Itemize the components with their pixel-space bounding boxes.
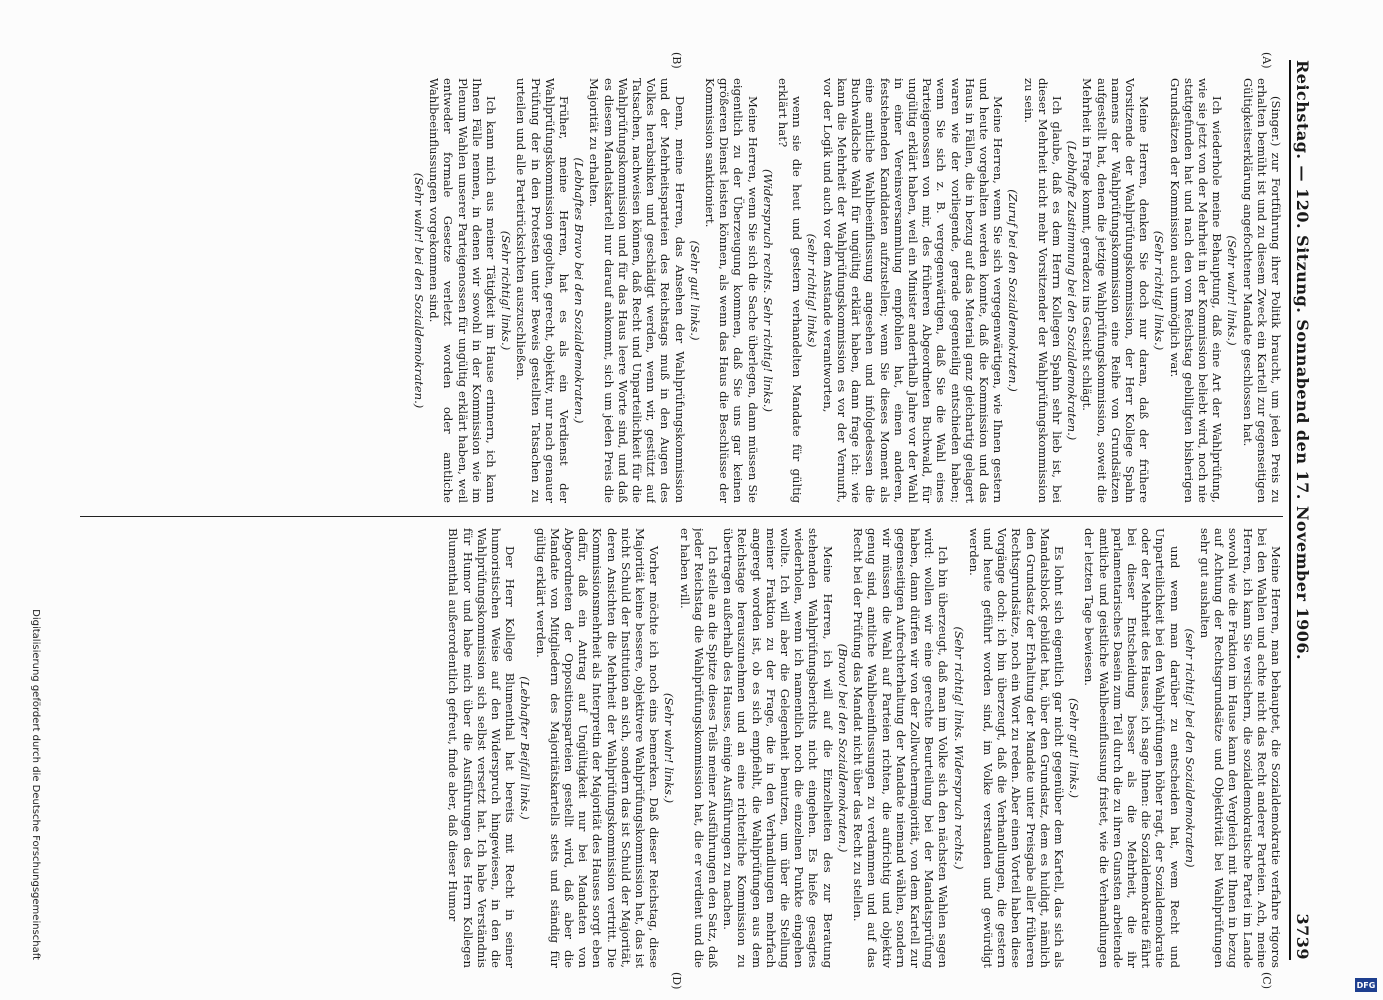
page-header (1293, 60, 1323, 960)
margin-letter-a: (A) (1260, 52, 1273, 69)
interjection: (Lebhaftes Bravo bei den Sozialdemokraten.) (572, 157, 587, 424)
running-head: Reichstag. — 120. Sitzung. Sonnabend den 17. November 1906. (1293, 60, 1312, 661)
interjection: (Sehr wahr! links.) (1225, 235, 1240, 346)
paragraph: Ich wiederhole meine Behauptung, daß eine Art der Wahlprüfung, wie sie jetzt von der Mehrheit in der Kommission beliebt wird, noch nie stattgefunden hat und nach den vom Reichstag gebilligten bisherigen Grundsätzen der Kommission auch unmöglich war. (1167, 78, 1225, 503)
paragraph: Meine Herren, denken Sie doch nur daran, daß der frühere Vorsitzende der Wahlprüfungskommission, der Herr Kollege Spahn namens der Wahlprüfungskommission eine Reihe von Grundsätzen aufgestellt hat, denen die jetzige Wahlprüfungskommission, soweit die Mehrheit in Frage kommt, geradezu ins Gesicht schlägt. (1080, 78, 1152, 503)
interjection: (Sehr richtig! links.) (499, 230, 514, 351)
right-column (80, 528, 1283, 968)
margin-letter-b: (B) (670, 52, 683, 69)
interjection: (Zuruf bei den Sozialdemokraten.) (1006, 189, 1021, 392)
digitization-credit: Digitalisierung gefördert durch die Deutsche Forschungsgemeinschaft (30, 609, 41, 960)
paragraph: Meine Herren, wenn Sie sich die Sache überlegen, dann müssen Sie eigentlich zu der Überzeugung kommen, daß Sie uns gar keinen größeren Dienst leisten können, als wenn das Haus die Beschlüsse der Kommission sanktioniert. (703, 78, 760, 503)
margin-letter-c: (C) (1260, 972, 1273, 989)
interjection: (Lebhafte Zustimmung bei den Sozialdemokraten.) (1065, 140, 1080, 441)
paragraph: Der Herr Kollege Blumenthal hat bereits mit Recht in seiner humoristischen Weise auf den Widerspruch hingewiesen, in den die Wahlprüfungskommission sich selbst versetzt hat. Ich habe Verständnis für Humor und habe mich über die Ausführungen des Herrn Kollegen Blumenthal außerordentlich gefreut, finde aber, daß dieser Humor (446, 528, 518, 968)
paragraph: und wenn man darüber zu entscheiden hat, wem Recht und Unparteilichkeit bei den Wahlprüfungen höher ragt, der Sozialdemokratie oder der Mehrheit des Hauses, ich sage Ihnen: die Sozialdemokratie fährt bei dieser Entscheidung besser als die Mehrheit, die ihr parlamentarisches Dasein zum Teil durch die zu ihren Gunsten arbeitende amtliche und geistliche Wahlbeeinflussung fristet, wie die Verhandlungen der letzten Tage bewiesen. (1082, 528, 1182, 968)
interjection: (Sehr wahr! links.) (662, 692, 677, 804)
page-number: 3739 (1293, 913, 1312, 960)
paragraph: Ich kann mich aus meiner Tätigkeit im Hause erinnern, ich kann Ihnen Fälle nennen, in denen wir sowohl in der Kommission wie im Plenum Wahlen unserer Parteigenossen für ungültig erklärt haben, weil entweder formale Gesetze verletzt worden oder amtliche Wahlbeeinflussungen vorgekommen sind. (427, 78, 499, 503)
interjection: (Sehr wahr! bei den Sozialdemokraten.) (412, 172, 427, 409)
paragraph: Ich glaube, daß es dem Herrn Kollegen Spahn sehr lieb ist, bei dieser Mehrheit nicht mehr Vorsitzender der Wahlprüfungskommission zu sein. (1021, 78, 1064, 503)
interjection: (Sehr gut! links.) (687, 240, 702, 341)
interjection: (Bravo! bei den Sozialdemokraten.) (835, 643, 850, 853)
interjection: (sehr richtig! links) (805, 233, 820, 348)
paragraph: (Singer.) zur Fortführung ihrer Politik braucht, um jeden Preis zu erhalten bemüht ist und zu diesem Zweck ein Kartell zur gegenseitigen Gültigkeitserklärung angefochtener Mandate geschlossen hat. (1240, 78, 1283, 503)
paragraph: Ich bin überzeugt, daß man im Volke sich den nächsten Wahlen sagen wird: wollen wir eine gerechte Beurteilung bei der Mandatsprüfung haben, dann dürfen wir von der Zollwuchermajorität, von dem Kartell zur gegenseitigen Aufrechterhaltung der Mandate niemand wählen, sondern wir müssen die Wahl auf Parteien richten, die aufrichtig und objektiv genug sind, amtliche Wahlbeeinflussungen zu verdammen und auf das Recht bei der Prüfung das Mandat nicht über das Recht zu stellen. (851, 528, 951, 968)
paragraph: Meine Herren, ich will auf die Einzelheiten des zur Beratung stehenden Wahlprüfungsberichts nicht eingehen. Es hieße gesagtes wiederholen, wenn ich namentlich noch die einzelnen Punkte eingehen wollte. Ich will aber die Gelegenheit benutzen, um über die Stellung meiner Fraktion zu der Frage, die in den Verhandlungen mehrfach angeregt worden ist, ob es sich empfiehlt, die Wahlprüfungen aus dem Reichstage herauszunehmen und an eine richterliche Kommission zu übertragen außerhalb des Hauses, einige Ausführungen zu machen. (721, 528, 835, 968)
paragraph: Es lohnt sich eigentlich gar nicht gegenüber dem Kartell, das sich als Mandatsblock gebildet hat, über den Grundsatz, dem es huldigt, nämlich den Grundsatz der Erhaltung der Mandate unter Preisgabe aller früheren Rechtsgrundsätze, noch ein Wort zu reden. Aber einen Vorteil haben diese Vorgänge doch: ich bin überzeugt, daß die Verhandlungen, die gestern und heute geführt worden sind, im Volke verstanden und gewürdigt werden. (966, 528, 1066, 968)
paragraph: wenn sie die heut und gestern verhandelten Mandate für gültig erklärt hat? (776, 78, 805, 503)
interjection: (Lebhafter Beifall links.) (518, 676, 533, 820)
paragraph: Früher, meine Herren, hat es als ein Verdienst der Wahlprüfungskommission gegolten, gerecht, objektiv, nur nach genauer Prüfung der in den Protesten unter Beweis gestellten Tatsachen zu urteilen und alle Parteirücksichten auszuschließen. (514, 78, 572, 503)
interjection: (Widerspruch rechts. Sehr richtig! links.) (760, 168, 775, 413)
paragraph: Denn, meine Herren, das Ansehen der Wahlprüfungskommission und der Mehrheitsparteien des Reichstags muß in den Augen des Volkes herabsinken und geschädigt werden, wenn wir, gestützt auf Tatsachen, nachweisen können, daß Recht und Unparteilichkeit für die Wahlprüfungskommission und für das Haus leere Worte sind, und daß es diesem Mandatskartell nur darauf ankommt, sich um jeden Preis die Majorität zu erhalten. (587, 78, 687, 503)
dfg-logo: DFG (1355, 978, 1377, 992)
paragraph: Meine Herren, man behauptet, die Sozialdemokratie verfahre rigoros bei den Wahlen und achte nicht das Recht anderer Parteien. Ach, meine Herren, ich kann Sie versichern, die sozialdemokratische Partei im Lande sowohl wie die Fraktion im Hause kann den Vergleich mit Ihnen in bezug auf Achtung der Rechtsgrundsätze und Objektivität bei Wahlprüfungen sehr gut aushalten (1197, 528, 1283, 968)
interjection: (Sehr richtig! links.) (1152, 230, 1167, 351)
paragraph: Meine Herren, wenn Sie sich vergegenwärtigen, wie Ihnen gestern und heute vorgehalten werden konnte, daß die Kommission und das Haus in Fällen, die in bezug auf das Material ganz gleichartig gelagert waren wie der vorliegende, gerade gegenteilig entschieden haben; wenn Sie sich z. B. vergegenwärtigen, daß Sie die Wahl eines Parteigenossen von mir, des früheren Abgeordneten Buchwald, für ungültig erklärt haben, weil ein Minister anderthalb Jahre vor der Wahl in einer Vereinsversammlung empfohlen hat, einen anderen, feststehenden Kandidaten aufzustellen; wenn Sie dieses Moment als eine amtliche Wahlbeeinflussung angesehen und infolgedessen die Buchwaldsche Wahl für ungültig erklärt haben, dann frage ich: wie kann die Mehrheit der Wahlprüfungskommission es vor der Vernunft, vor der Logik und auch vor dem Anstande verantworten, (820, 78, 1006, 503)
header-rule (1289, 60, 1291, 960)
margin-letter-d: (D) (670, 972, 683, 990)
interjection: (sehr richtig! bei den Sozialdemokraten) (1182, 628, 1197, 868)
paragraph: Vorher möchte ich noch eins bemerken. Daß dieser Reichstag, diese Majorität keine bessere, objektivere Wahlprüfungskommission hat, das ist nicht Schuld der Institution an sich, sondern das ist Schuld der Majorität, deren Ansichten die Mehrheit der Wahlprüfungskommission vertritt. Die Kommissionsmehrheit als Interpretin der Majorität des Hauses sorgt eben dafür, daß ein Antrag auf Ungültigkeit nur bei Mandaten von Abgeordneten der Oppositionsparteien gestellt wird, daß aber die Mandate von Mitgliedern des Majoritätskartells stets und ständig für gültig erklärt werden. (533, 528, 662, 968)
paragraph: Ich stelle an die Spitze dieses Teils meiner Ausführungen den Satz, daß jeder Reichstag die Wahlprüfungskommission hat, die er verdient und die er haben will. (677, 528, 721, 968)
interjection: (Sehr gut! links.) (1067, 698, 1082, 798)
left-column (80, 78, 1283, 503)
interjection: (Sehr richtig! links. Widerspruch rechts.) (951, 626, 966, 870)
column-rule (80, 516, 1283, 517)
